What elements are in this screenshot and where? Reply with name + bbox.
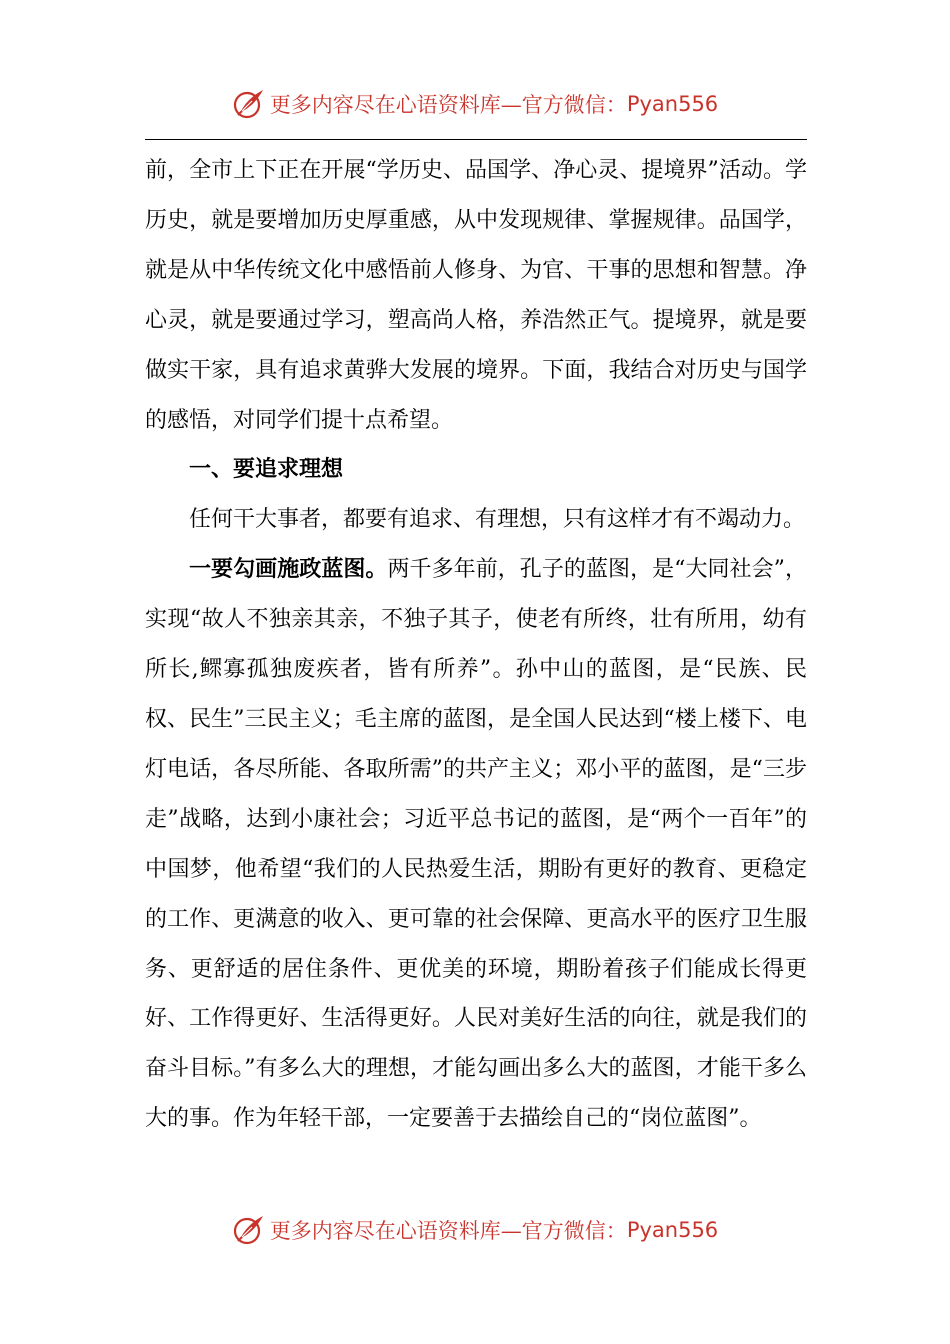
- paragraph-text: 两千多年前，孔子的蓝图，是“大同社会”，实现“故人不独亲其亲，不独子其子，使老有所终，壮有所用，幼有所长,鳏寡孤独废疾者，皆有所养”。孙中山的蓝图，是“民族、民权、民生”三民主义；毛主席的蓝图，是全国人民达到“楼上楼下、电灯电话，各尽所能、各取所需”的共产主义；邓小平的蓝图，是“三步走”战略，达到小康社会；习近平总书记的蓝图，是“两个一百年”的中国梦，他希望“我们的人民热爱生活，期盼有更好的教育、更稳定的工作、更满意的收入、更可靠的社会保障、更高水平的医疗卫生服务、更舒适的居住条件、更优美的环境，期盼着孩子们能成长得更好、工作得更好、生活得更好。人民对美好生活的向往，就是我们的奋斗目标。”有多么大的理想，才能勾画出多么大的蓝图，才能干多么大的事。作为年轻干部，一定要善于去描绘自己的“岗位蓝图”。: [145, 557, 807, 1132]
- document-body: [145, 146, 807, 1144]
- quill-logo-icon: [232, 1213, 266, 1247]
- banner-wechat-id: Pyan556: [626, 92, 719, 116]
- header-divider: [145, 139, 807, 140]
- header-watermark: [0, 84, 950, 124]
- banner-text: 更多内容尽在心语资料库—官方微信：: [269, 93, 627, 117]
- paragraph: 任何干大事者，都要有追求、有理想，只有这样才有不竭动力。: [189, 507, 806, 533]
- section-heading: 一、要追求理想: [189, 457, 344, 483]
- paragraph: [145, 545, 807, 1144]
- banner-wechat-id: Pyan556: [626, 1218, 719, 1242]
- quill-logo-icon: [232, 87, 266, 121]
- footer-watermark: [0, 1210, 950, 1250]
- paragraph: 前，全市上下正在开展“学历史、品国学、净心灵、提境界”活动。学历史，就是要增加历史厚重感，从中发现规律、掌握规律。品国学，就是从中华传统文化中感悟前人修身、为官、干事的思想和智慧。净心灵，就是要通过学习，塑高尚人格，养浩然正气。提境界，就是要做实干家，具有追求黄骅大发展的境界。下面，我结合对历史与国学的感悟，对同学们提十点希望。: [145, 158, 807, 433]
- bold-lead: 一要勾画施政蓝图。: [189, 557, 388, 583]
- banner-text: 更多内容尽在心语资料库—官方微信：: [269, 1219, 627, 1243]
